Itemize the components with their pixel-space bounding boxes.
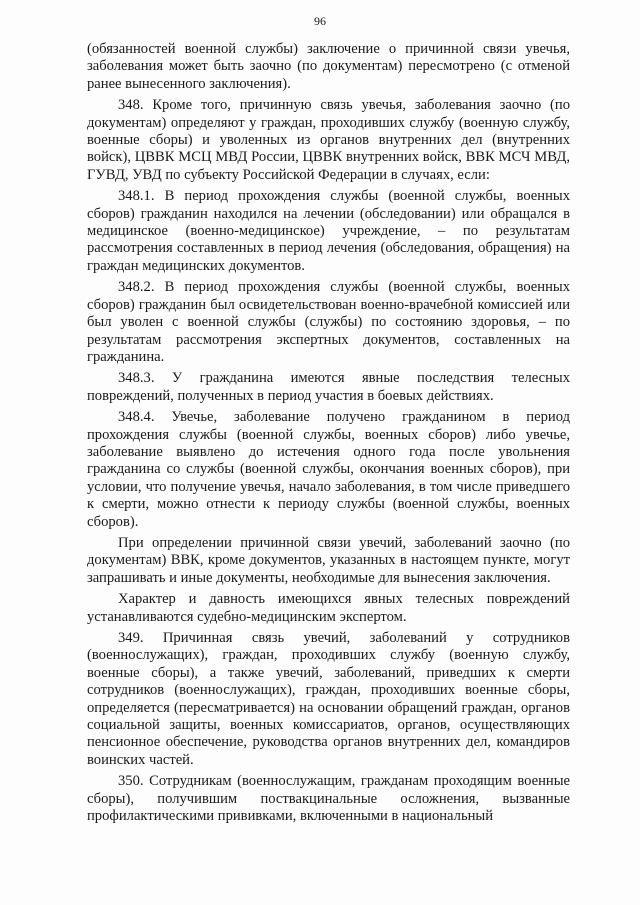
document-body: [87, 41, 570, 829]
page-number: 96: [314, 14, 326, 28]
paragraph: 348.3. У гражданина имеются явные последствия телесных повреждений, полученных в период участия в боевых действиях.: [87, 370, 570, 404]
paragraph: 350. Сотрудникам (военнослужащим, гражданам проходящим военные сборы), получившим поствакцинальные осложнения, вызванные профилактическими прививками, включенными в национальный: [87, 773, 570, 825]
paragraph: 348.4. Увечье, заболевание получено гражданином в период прохождения службы (военной службы, военных сборов) либо увечье, заболевание выявлено до истечения одного года после увольнения гражданина со службы (военной службы, окончания военных сборов), при условии, что получение увечья, начало заболевания, в том числе приведшего к смерти, можно отнести к периоду службы (военной службы, военных сборов).: [87, 409, 570, 530]
paragraph: 348. Кроме того, причинную связь увечья, заболевания заочно (по документам) определяют у граждан, проходивших службу (военную службу, военные сборы) и уволенных из органов внутренних дел (внутренних войск), ЦВВК МСЦ МВД России, ЦВВК внутренних войск, ВВК МСЧ МВД, ГУВД, УВД по субъекту Российской Федерации в случаях, если:: [87, 97, 570, 183]
paragraph: 349. Причинная связь увечий, заболеваний у сотрудников (военнослужащих), граждан, проходивших службу (военную службу, военные сборы), а также увечий, заболеваний, приведших к смерти сотрудников (военнослужащих), граждан, проходивших военные сборы, определяется (пересматривается) на основании обращений граждан, органов социальной защиты, военных комиссариатов, органов, осуществляющих пенсионное обеспечение, руководства органов внутренних дел, командиров воинских частей.: [87, 630, 570, 768]
paragraph: Характер и давность имеющихся явных телесных повреждений устанавливаются судебно-медицинским экспертом.: [87, 591, 570, 625]
paragraph: 348.1. В период прохождения службы (военной службы, военных сборов) гражданин находился на лечении (обследовании) или обращался в медицинское (военно-медицинское) учреждение, – по результатам рассмотрения составленных в период лечения (обследования, обращения) на граждан медицинских документов.: [87, 188, 570, 274]
paragraph: При определении причинной связи увечий, заболеваний заочно (по документам) ВВК, кроме документов, указанных в настоящем пункте, могут запрашивать и иные документы, необходимые для вынесения заключения.: [87, 534, 570, 586]
paragraph: 348.2. В период прохождения службы (военной службы, военных сборов) гражданин был освидетельствован военно-врачебной комиссией или был уволен с военной службы (службы) по состоянию здоровья, – по результатам рассмотрения экспертных документов, составленных на гражданина.: [87, 279, 570, 365]
paragraph: (обязанностей военной службы) заключение о причинной связи увечья, заболевания может быть заочно (по документам) пересмотрено (с отменой ранее вынесенного заключения).: [87, 41, 570, 92]
